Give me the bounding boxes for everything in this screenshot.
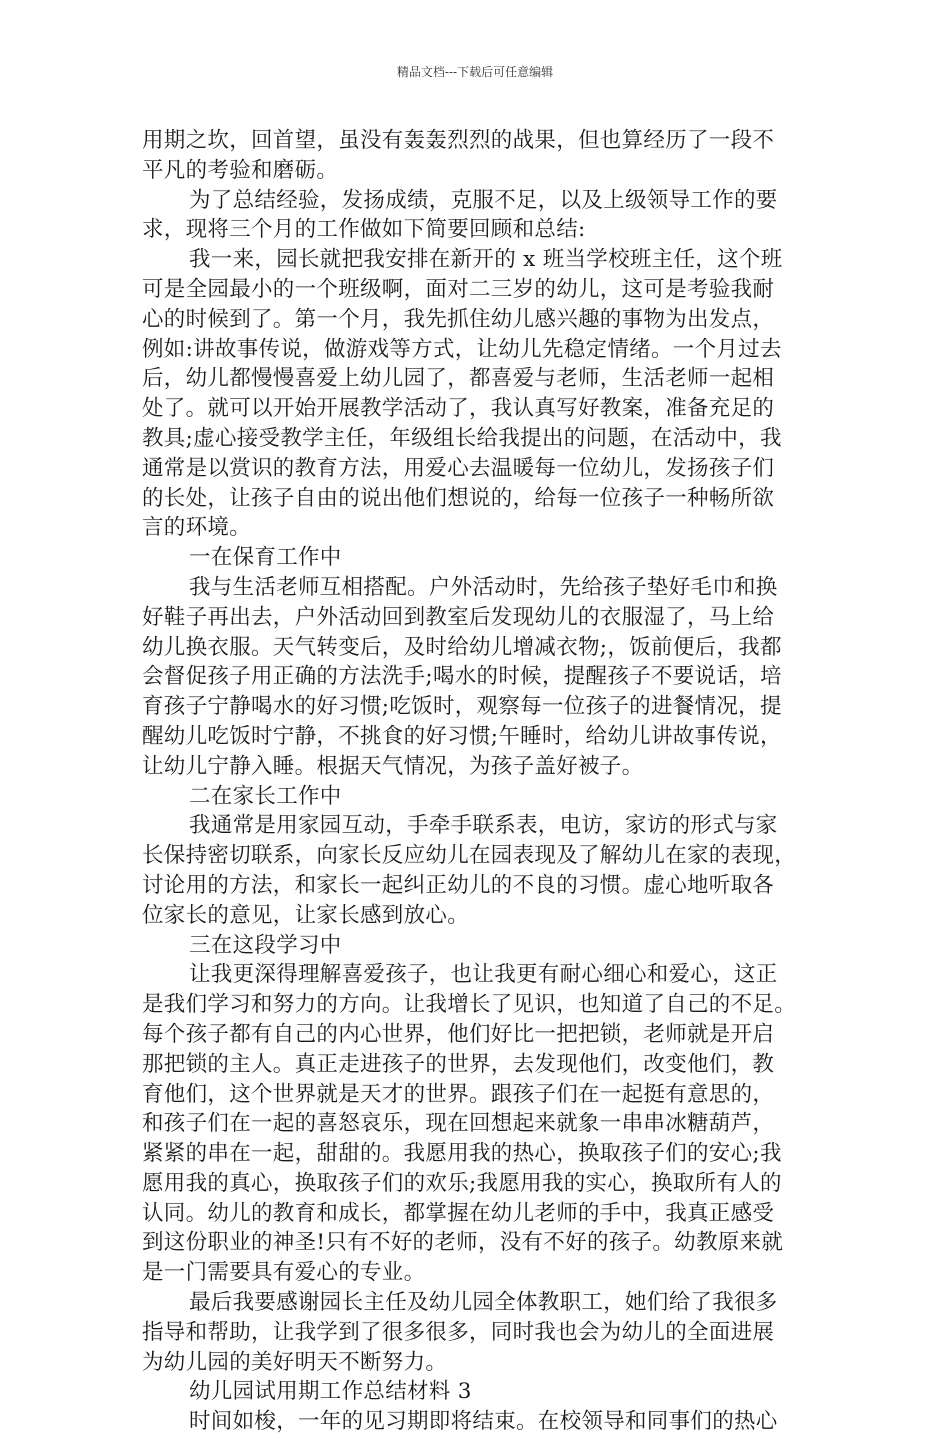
text-line: 幼儿园试用期工作总结材料 3 [189, 1379, 472, 1405]
text-line: 愿用我的真心，换取孩子们的欢乐;我愿用我的实心，换取所有人的 [142, 1170, 782, 1196]
text-line: 长保持密切联系，向家长反应幼儿在园表现及了解幼儿在家的表现， [142, 843, 797, 869]
text-line: 认同。幼儿的教育和成长，都掌握在幼儿老师的手中，我真正感受 [142, 1200, 775, 1226]
text-line: 我一来，园长就把我安排在新开的 x 班当学校班主任，这个班 [189, 247, 783, 273]
text-line: 和孩子们在一起的喜怒哀乐，现在回想起来就象一串串冰糖葫芦， [142, 1111, 775, 1137]
text-line: 言的环境。 [142, 515, 252, 541]
text-line: 到这份职业的神圣!只有不好的老师，没有不好的孩子。幼教原来就 [142, 1230, 784, 1256]
text-line: 二在家长工作中 [189, 783, 342, 809]
document-body [142, 126, 810, 1437]
text-line: 幼儿换衣服。天气转变后，及时给幼儿增减衣物;，饭前便后，我都 [142, 634, 782, 660]
text-line: 我通常是用家园互动，手牵手联系表，电访，家访的形式与家 [189, 813, 778, 839]
text-line: 我与生活老师互相搭配。户外活动时，先给孩子垫好毛巾和换 [189, 574, 778, 600]
text-line: 是我们学习和努力的方向。让我增长了见识，也知道了自己的不足。 [142, 992, 797, 1018]
text-line: 三在这段学习中 [189, 932, 342, 958]
text-line: 育他们，这个世界就是天才的世界。跟孩子们在一起挺有意思的， [142, 1081, 775, 1107]
text-line: 一在保育工作中 [189, 545, 342, 571]
text-line: 为幼儿园的美好明天不断努力。 [142, 1349, 448, 1375]
text-line: 时间如梭，一年的见习期即将结束。在校领导和同事们的热心 [189, 1409, 778, 1435]
text-line: 可是全园最小的一个班级啊，面对二三岁的幼儿，这可是考验我耐 [142, 276, 775, 302]
text-line: 让我更深得理解喜爱孩子，也让我更有耐心细心和爱心，这正 [189, 962, 778, 988]
text-line: 位家长的意见，让家长感到放心。 [142, 902, 470, 928]
text-line: 的长处，让孩子自由的说出他们想说的，给每一位孩子一种畅所欲 [142, 485, 775, 511]
text-line: 心的时候到了。第一个月，我先抓住幼儿感兴趣的事物为出发点， [142, 306, 775, 332]
text-line: 处了。就可以开始开展教学活动了，我认真写好教案，准备充足的 [142, 396, 775, 422]
text-line: 指导和帮助，让我学到了很多很多，同时我也会为幼儿的全面进展 [142, 1319, 775, 1345]
text-line: 育孩子宁静喝水的好习惯;吃饭时，观察每一位孩子的进餐情况，提 [142, 694, 782, 720]
text-line: 平凡的考验和磨砺。 [142, 157, 339, 183]
text-line: 通常是以赏识的教育方法，用爱心去温暖每一位幼儿，发扬孩子们 [142, 455, 775, 481]
text-line: 求，现将三个月的工作做如下简要回顾和总结: [142, 217, 586, 243]
text-line: 讨论用的方法，和家长一起纠正幼儿的不良的习惯。虚心地听取各 [142, 872, 775, 898]
text-line: 用期之坎，回首望，虽没有轰轰烈烈的战果，但也算经历了一段不 [142, 128, 775, 153]
text-line: 教具;虚心接受教学主任，年级组长给我提出的问题，在活动中，我 [142, 425, 782, 451]
text-line: 好鞋子再出去，户外活动回到教室后发现幼儿的衣服湿了，马上给 [142, 604, 775, 630]
text-line: 后，幼儿都慢慢喜爱上幼儿园了，都喜爱与老师，生活老师一起相 [142, 366, 775, 392]
text-line: 让幼儿宁静入睡。根据天气情况，为孩子盖好被子。 [142, 753, 644, 779]
text-line: 那把锁的主人。真正走进孩子的世界，去发现他们，改变他们，教 [142, 1051, 775, 1077]
text-line: 会督促孩子用正确的方法洗手;喝水的时候，提醒孩子不要说话，培 [142, 664, 782, 690]
text-line: 是一门需要具有爱心的专业。 [142, 1260, 426, 1286]
text-line: 最后我要感谢园长主任及幼儿园全体教职工，她们给了我很多 [189, 1290, 778, 1316]
text-line: 例如:讲故事传说，做游戏等方式，让幼儿先稳定情绪。一个月过去 [142, 336, 782, 362]
text-line: 紧紧的串在一起，甜甜的。我愿用我的热心，换取孩子们的安心;我 [142, 1141, 782, 1167]
text-line: 为了总结经验，发扬成绩，克服不足，以及上级领导工作的要 [189, 187, 778, 213]
text-line: 每个孩子都有自己的内心世界，他们好比一把把锁，老师就是开启 [142, 1021, 775, 1047]
page-header: 精品文档---下载后可任意编辑 [396, 65, 554, 79]
text-line: 醒幼儿吃饭时宁静，不挑食的好习惯;午睡时，给幼儿讲故事传说， [142, 723, 782, 749]
